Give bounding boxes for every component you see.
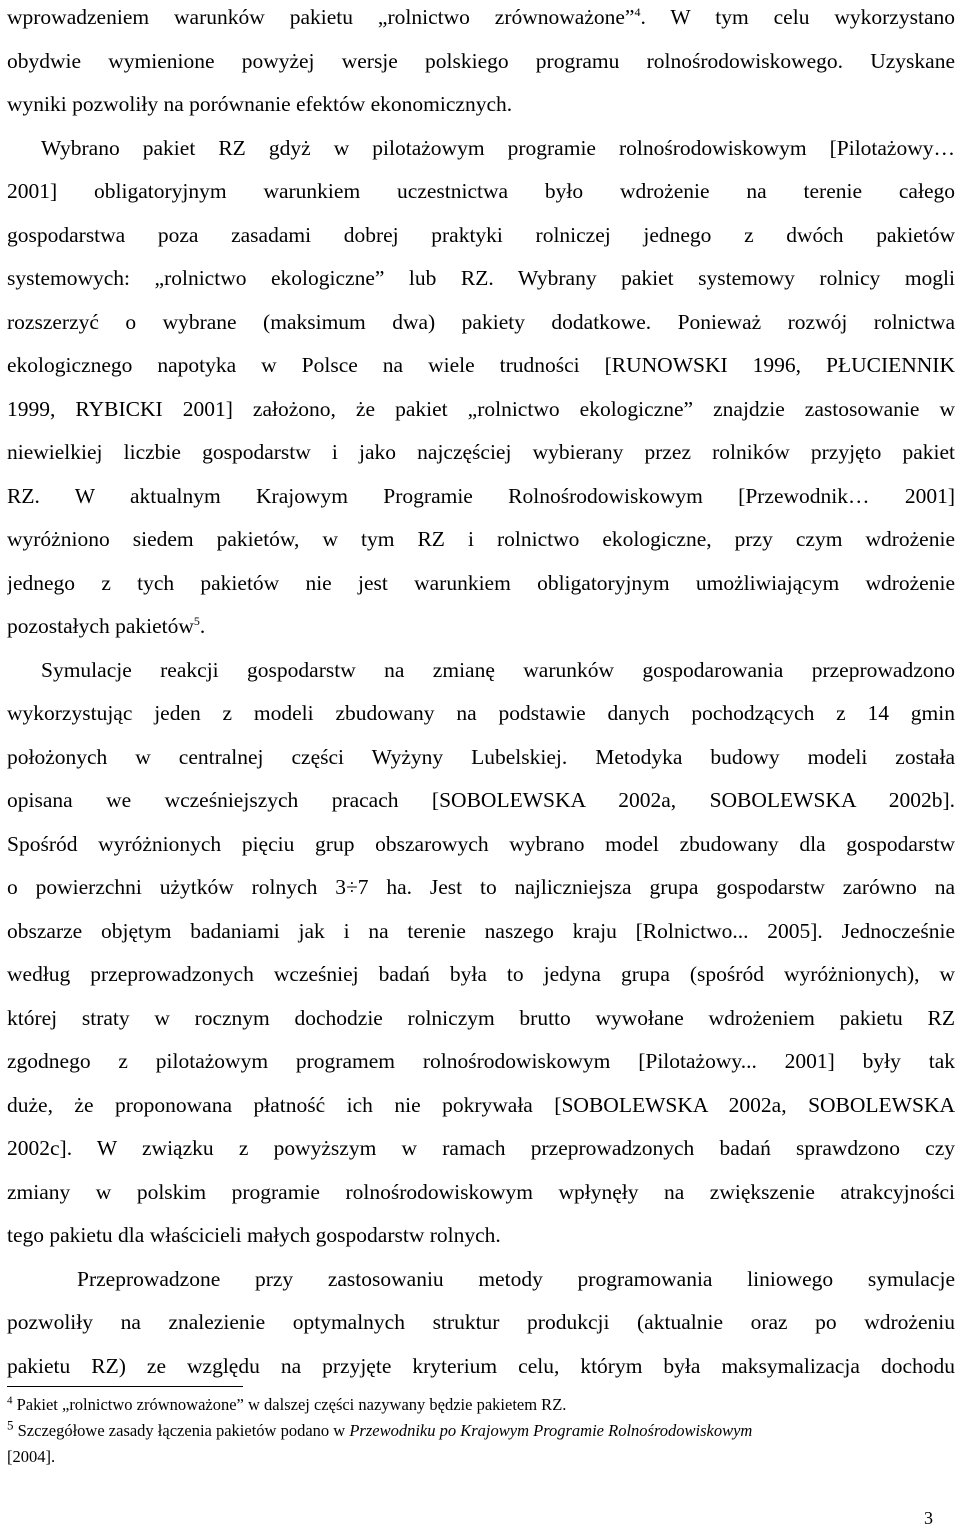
text-line: obydwie wymienione powyżej wersje polskiego programu rolnośrodowiskowego. Uzyskane [7, 48, 955, 73]
text-line: tego pakietu dla właścicieli małych gospodarstw rolnych. [7, 1223, 501, 1247]
footnote-mark: 5 [7, 1417, 14, 1433]
text-line: jednego z tych pakietów nie jest warunkiem obligatoryjnym umożliwiającym wdrożenie [7, 570, 955, 595]
text-line: zgodnego z pilotażowym programem rolnośrodowiskowym [Pilotażowy... 2001] były tak [7, 1049, 955, 1073]
text-line: pozostałych pakietów$^5$. [7, 613, 206, 638]
footnote-5: $^5$ Szczegółowe zasady łączenia pakietów podano w Przewodniku po Krajowym Programie Rolnośrodowiskowym [7, 1417, 753, 1440]
footnote-italic-title: Przewodniku po Krajowym Programie Rolnośrodowiskowym [349, 1421, 753, 1440]
text-line: opisana we wcześniejszych pracach [SOBOLEWSKA 2002a, SOBOLEWSKA 2002b]. [7, 788, 955, 812]
text-line: Spośród wyróżnionych pięciu grup obszarowych wybrano model zbudowany dla gospodarstw [7, 831, 955, 856]
text-line: niewielkiej liczbie gospodarstw i jako najczęściej wybierany przez rolników przyjęto pakiet [7, 440, 955, 464]
text-line: według przeprowadzonych wcześniej badań była to jedyna grupa (spośród wyróżnionych), w [7, 962, 955, 986]
footnote-divider [7, 1386, 243, 1387]
text-line: o powierzchni użytków rolnych 3÷7 ha. Jest to najliczniejsza grupa gospodarstw zarówno na [7, 875, 955, 899]
page-number: 3 [924, 1508, 933, 1528]
text-line: rozszerzyć o wybrane (maksimum dwa) pakiety dodatkowe. Ponieważ rozwój rolnictwa [7, 309, 955, 334]
text-line: Wybrano pakiet RZ gdyż w pilotażowym programie rolnośrodowiskowym [Pilotażowy… [41, 135, 955, 160]
text-line: gospodarstwa poza zasadami dobrej praktyki rolniczej jednego z dwóch pakietów [7, 222, 955, 247]
footnote-ref: 4 [634, 4, 641, 19]
text-line: zmiany w polskim programie rolnośrodowiskowym wpłynęły na zwiększenie atrakcyjności [7, 1179, 955, 1204]
footnote-ref: 5 [193, 613, 200, 628]
paragraph [7, 127, 955, 649]
paragraph [7, 649, 955, 1258]
document-body [7, 0, 955, 1388]
text-line: 2001] obligatoryjnym warunkiem uczestnictwa było wdrożenie na terenie całego [7, 179, 955, 203]
footnote-4: $^4$ Pakiet „rolnictwo zrównoważone” w dalszej części nazywany będzie pakietem RZ. [7, 1394, 567, 1414]
text-line: pozwoliły na znalezienie optymalnych struktur produkcji (aktualnie oraz po wdrożeniu [7, 1310, 955, 1334]
footnotes [7, 1392, 955, 1470]
paragraph [7, 1258, 955, 1389]
text-line: Symulacje reakcji gospodarstw na zmianę warunków gospodarowania przeprowadzono [41, 657, 955, 682]
paragraph [7, 0, 955, 127]
text-line: wyniki pozwoliły na porównanie efektów ekonomicznych. [7, 92, 513, 116]
text-line: RZ. W aktualnym Krajowym Programie Rolnośrodowiskowym [Przewodnik… 2001] [7, 483, 955, 508]
text-line: duże, że proponowana płatność ich nie pokrywała [SOBOLEWSKA 2002a, SOBOLEWSKA [7, 1092, 955, 1117]
text-line: Przeprowadzone przy zastosowaniu metody programowania liniowego symulacje [77, 1266, 955, 1291]
footnote-mark: 4 [7, 1394, 13, 1407]
text-line: systemowych: „rolnictwo ekologiczne” lub RZ. Wybrany pakiet systemowy rolnicy mogli [7, 266, 955, 290]
text-line: 1999, RYBICKI 2001] założono, że pakiet „rolnictwo ekologiczne” znajdzie zastosowanie w [7, 396, 955, 421]
text-line: wykorzystując jeden z modeli zbudowany na podstawie danych pochodzących z 14 gmin [7, 701, 955, 725]
text-line: obszarze objętym badaniami jak i na terenie naszego kraju [Rolnictwo... 2005]. Jednocześnie [7, 918, 955, 943]
text-line: wyróżniono siedem pakietów, w tym RZ i rolnictwo ekologiczne, przy czym wdrożenie [7, 527, 955, 551]
text-line: ekologicznego napotyka w Polsce na wiele trudności [RUNOWSKI 1996, PŁUCIENNIK [7, 353, 955, 377]
text-line: położonych w centralnej części Wyżyny Lubelskiej. Metodyka budowy modeli została [7, 744, 955, 769]
text-line: wprowadzeniem warunków pakietu „rolnictwo zrównoważone”$^4$. W tym celu wykorzystano [7, 4, 955, 29]
text-line: której straty w rocznym dochodzie rolniczym brutto wywołane wdrożeniem pakietu RZ [7, 1005, 955, 1030]
footnote-5-continued: [2004]. [7, 1447, 56, 1466]
text-line: 2002c]. W związku z powyższym w ramach przeprowadzonych badań sprawdzono czy [7, 1136, 955, 1160]
text-line: pakietu RZ) ze względu na przyjęte kryterium celu, którym była maksymalizacja dochodu [7, 1353, 955, 1378]
